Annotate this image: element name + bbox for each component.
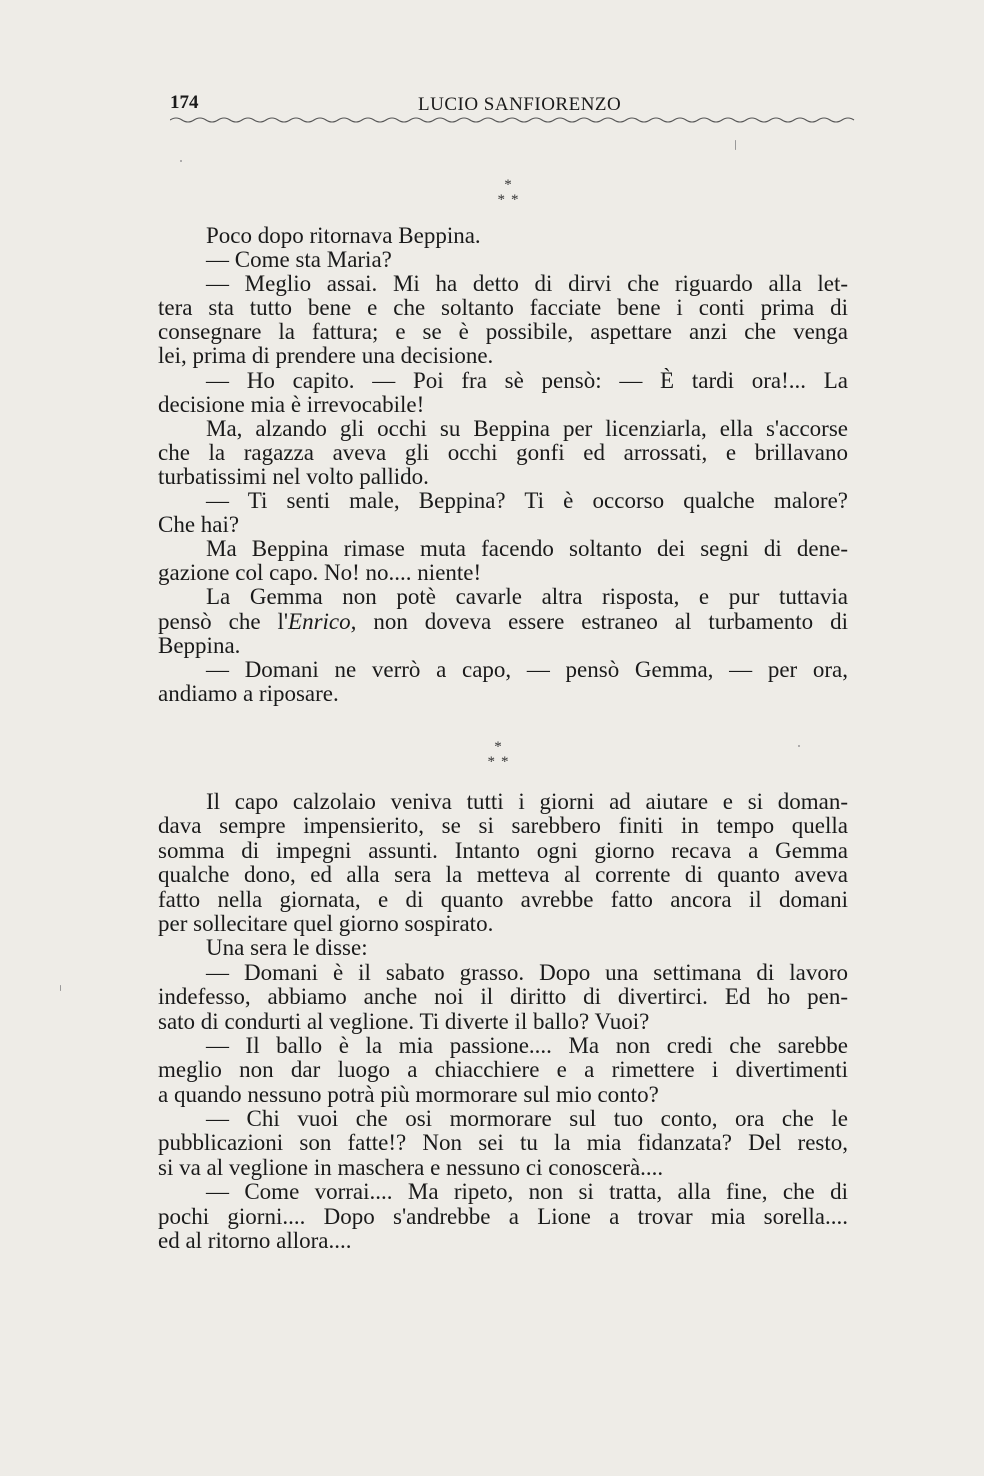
text-line: — Domani è il sabato grasso. Dopo una settimana di lavoro [206,959,848,985]
text-line: — Come vorrai.... Ma ripeto, non si tratta, alla fine, che di [206,1179,848,1205]
text-line: fatto nella giornata, e di quanto avrebbe fatto ancora il domani [158,886,848,912]
text-line: tera sta tutto bene e che soltanto facciate bene i conti prima di [158,295,848,321]
paper-speck [60,985,61,991]
header-rule [170,114,862,128]
text-line: Ma Beppina rimase muta facendo soltanto dei segni di dene- [206,536,848,562]
text-line: a quando nessuno potrà più mormorare sul mio conto? [158,1081,659,1107]
section-1-text [158,224,848,706]
paper-speck [735,140,736,150]
text-line: indefesso, abbiamo anche noi il diritto di divertirci. Ed ho pen- [158,984,848,1010]
text-line: — Domani ne verrò a capo, — pensò Gemma, — per ora, [206,656,848,682]
text-line: qualche dono, ed alla sera la metteva al corrente di quanto aveva [158,862,848,888]
text-line: turbatissimi nel volto pallido. [158,463,429,489]
text-line: ed al ritorno allora.... [158,1228,352,1254]
section-asterism: * ** [487,739,515,770]
text-line: gazione col capo. No! no.... niente! [158,560,482,586]
text-line: Beppina. [158,632,241,658]
text-line: La Gemma non potè cavarle altra risposta, e pur tuttavia [206,584,848,610]
text-line: consegnare la fattura; e se è possibile, aspettare anzi che venga [158,319,848,345]
text-line: Poco dopo ritornava Beppina. [206,223,481,248]
text-line: Il capo calzolaio veniva tutti i giorni ad aiutare e si doman- [206,789,848,814]
text-line: si va al veglione in maschera e nessuno ci conoscerà.... [158,1154,664,1180]
section-asterism: * ** [497,177,525,208]
text-line: — Il ballo è la mia passione.... Ma non credi che sarebbe [206,1032,848,1058]
text-line: decisione mia è irrevocabile! [158,391,425,417]
text-line: somma di impegni assunti. Intanto ogni giorno recava a Gemma [158,837,848,863]
text-line: — Meglio assai. Mi ha detto di dirvi che riguardo alla let- [206,271,848,297]
text-line: pensò che l'Enrico, non doveva essere estraneo al turbamento di [158,608,848,634]
section-2-text [158,790,848,1253]
text-line: dava sempre impensierito, se si sarebbero finiti in tempo quella [158,813,848,839]
paper-speck [180,160,182,162]
text-line: Che hai? [158,512,240,538]
text-line: sato di condurti al veglione. Ti diverte il ballo? Vuoi? [158,1008,650,1034]
running-head: LUCIO SANFIORENZO [418,94,622,115]
text-line: andiamo a riposare. [158,680,339,706]
text-line: — Come sta Maria? [206,247,392,273]
paper-speck [798,745,800,747]
text-line: — Ho capito. — Poi fra sè pensò: — È tardi ora!... La [206,367,848,393]
text-line: pochi giorni.... Dopo s'andrebbe a Lione a trovar mia sorella.... [158,1203,848,1229]
text-line: — Ti senti male, Beppina? Ti è occorso qualche malore? [206,488,848,514]
text-line: Una sera le disse: [206,935,368,961]
text-line: meglio non dar luogo a chiacchiere e a rimettere i divertimenti [158,1057,848,1083]
text-line: pubblicazioni son fatte!? Non sei tu la mia fidanzata? Del resto, [158,1130,848,1156]
page-number: 174 [170,92,199,113]
text-line: per sollecitare quel giorno sospirato. [158,910,494,936]
text-line: — Chi vuoi che osi mormorare sul tuo conto, ora che le [206,1106,848,1132]
text-line: Ma, alzando gli occhi su Beppina per licenziarla, ella s'accorse [206,415,848,441]
text-line: lei, prima di prendere una decisione. [158,343,494,369]
text-line: che la ragazza aveva gli occhi gonfi ed arrossati, e brillavano [158,439,848,465]
